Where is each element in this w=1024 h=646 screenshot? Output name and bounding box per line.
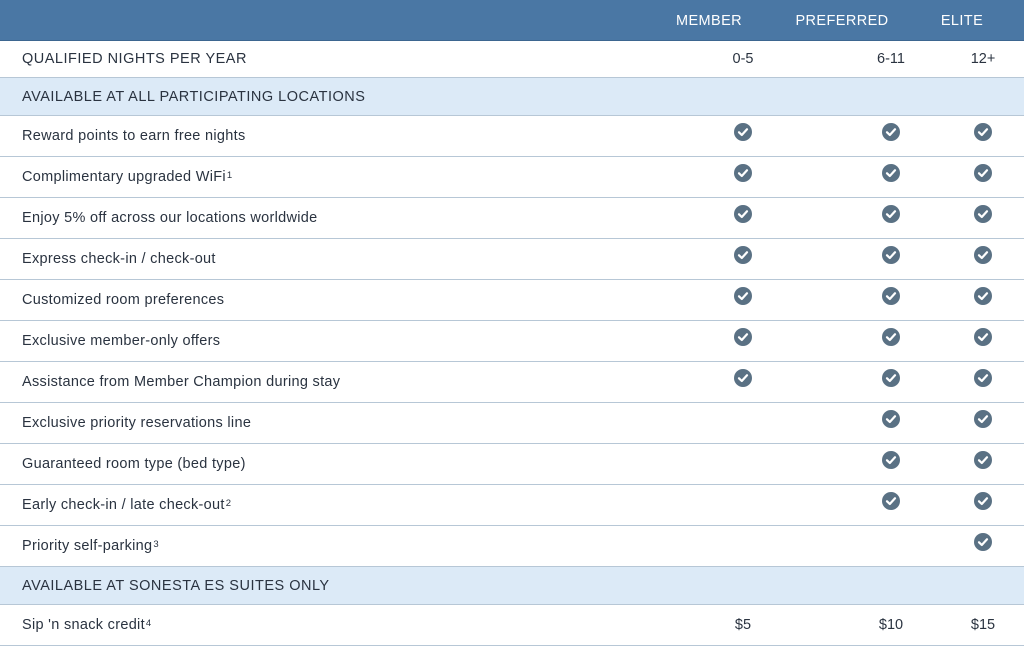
member-cell [714, 157, 772, 197]
row-label [22, 280, 224, 320]
preferred-cell [862, 321, 920, 361]
benefit-row [0, 485, 1024, 526]
row-label-text: Express check-in / check-out [22, 251, 216, 267]
qualified-nights-row [0, 41, 1024, 78]
benefit-row [0, 321, 1024, 362]
row-label-text: Priority self-parking [22, 538, 153, 554]
section-title: AVAILABLE AT ALL PARTICIPATING LOCATIONS [22, 88, 366, 105]
row-label-text: Exclusive member-only offers [22, 333, 221, 349]
row-label [22, 116, 246, 156]
check-circle-icon [734, 164, 752, 182]
check-circle-icon [974, 328, 992, 346]
member-cell [714, 198, 772, 238]
check-circle-icon [734, 369, 752, 387]
column-header-preferred: PREFERRED [795, 13, 889, 29]
preferred-cell [862, 485, 920, 525]
elite-cell [954, 362, 1012, 402]
elite-cell [954, 198, 1012, 238]
preferred-cell [862, 526, 920, 566]
row-label [22, 605, 152, 645]
elite-cell [954, 485, 1012, 525]
benefit-row [0, 403, 1024, 444]
row-label-text: Exclusive priority reservations line [22, 415, 252, 431]
check-circle-icon [974, 164, 992, 182]
check-circle-icon [882, 328, 900, 346]
elite-cell [954, 157, 1012, 197]
check-circle-icon [974, 205, 992, 223]
footnote-marker: 4 [145, 617, 152, 629]
column-header-elite: ELITE [940, 13, 984, 29]
check-circle-icon [882, 410, 900, 428]
check-circle-icon [734, 246, 752, 264]
check-circle-icon [734, 328, 752, 346]
check-circle-icon [882, 287, 900, 305]
row-label [22, 526, 159, 566]
benefit-row [0, 526, 1024, 567]
check-circle-icon [882, 123, 900, 141]
section-header-es-suites [0, 567, 1024, 605]
check-circle-icon [882, 205, 900, 223]
elite-cell [954, 239, 1012, 279]
check-circle-icon [882, 451, 900, 469]
member-cell [714, 116, 772, 156]
benefit-rows [0, 116, 1024, 567]
footnote-marker: 2 [225, 497, 232, 509]
elite-cell [954, 444, 1012, 484]
row-label [22, 157, 233, 197]
elite-nights-value: 12+ [970, 51, 996, 67]
preferred-cell [862, 157, 920, 197]
check-circle-icon [974, 451, 992, 469]
preferred-nights-value: 6-11 [877, 51, 905, 67]
row-label-text: Guaranteed room type (bed type) [22, 456, 246, 472]
row-label [22, 198, 318, 238]
check-circle-icon [734, 287, 752, 305]
member-cell [714, 321, 772, 361]
preferred-cell [862, 239, 920, 279]
member-cell [714, 526, 772, 566]
row-label-text: Sip 'n snack credit [22, 617, 145, 633]
check-circle-icon [974, 246, 992, 264]
check-circle-icon [974, 287, 992, 305]
check-circle-icon [974, 123, 992, 141]
benefit-row [0, 157, 1024, 198]
section-header-all-locations [0, 78, 1024, 116]
section-title: AVAILABLE AT SONESTA ES SUITES ONLY [22, 577, 330, 594]
preferred-cell [862, 198, 920, 238]
row-label-text: Enjoy 5% off across our locations worldwide [22, 210, 318, 226]
elite-cell [954, 116, 1012, 156]
row-label-text: Customized room preferences [22, 292, 225, 308]
row-label [22, 485, 231, 525]
row-label [22, 403, 251, 443]
preferred-cell [862, 116, 920, 156]
benefit-row [0, 239, 1024, 280]
elite-cell [954, 321, 1012, 361]
row-label-text: Early check-in / late check-out [22, 497, 225, 513]
footnote-marker: 1 [226, 169, 233, 181]
table-header [0, 0, 1024, 41]
check-circle-icon [882, 246, 900, 264]
row-label [22, 321, 220, 361]
elite-cell [954, 280, 1012, 320]
column-header-member: MEMBER [675, 13, 743, 29]
preferred-cell [862, 403, 920, 443]
benefit-row [0, 198, 1024, 239]
footnote-marker: 3 [153, 538, 159, 550]
check-circle-icon [974, 492, 992, 510]
member-cell [714, 485, 772, 525]
member-cell [714, 362, 772, 402]
member-cell [714, 239, 772, 279]
member-nights-value: 0-5 [732, 51, 754, 67]
preferred-cell [862, 362, 920, 402]
elite-cell [954, 403, 1012, 443]
check-circle-icon [974, 410, 992, 428]
check-circle-icon [974, 533, 992, 551]
member-cell [714, 280, 772, 320]
check-circle-icon [974, 369, 992, 387]
preferred-cell [862, 280, 920, 320]
elite-cell [954, 526, 1012, 566]
benefit-row [0, 280, 1024, 321]
check-circle-icon [734, 205, 752, 223]
row-label [22, 444, 246, 484]
elite-credit-value: $15 [970, 617, 996, 633]
benefit-row [0, 444, 1024, 485]
preferred-cell [862, 444, 920, 484]
member-cell [714, 444, 772, 484]
row-label: QUALIFIED NIGHTS PER YEAR [22, 51, 247, 67]
member-credit-value: $5 [734, 617, 752, 633]
check-circle-icon [882, 492, 900, 510]
row-label-text: Reward points to earn free nights [22, 128, 246, 144]
member-cell [714, 403, 772, 443]
preferred-credit-value: $10 [878, 617, 904, 633]
benefit-row [0, 362, 1024, 403]
check-circle-icon [882, 164, 900, 182]
benefit-row [0, 116, 1024, 157]
check-circle-icon [734, 123, 752, 141]
row-label-text: Assistance from Member Champion during stay [22, 374, 341, 390]
row-label-text: Complimentary upgraded WiFi [22, 169, 226, 185]
check-circle-icon [882, 369, 900, 387]
row-label [22, 362, 340, 402]
row-label [22, 239, 216, 279]
